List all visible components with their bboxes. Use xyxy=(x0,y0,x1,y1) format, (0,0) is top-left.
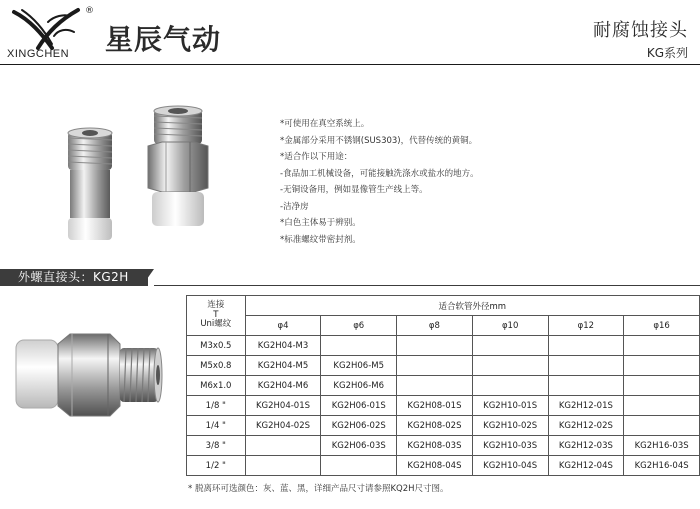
thread-cell: M3x0.5 xyxy=(187,336,246,356)
column-header: φ4 xyxy=(245,316,321,336)
column-header: φ16 xyxy=(624,316,700,336)
model-cell xyxy=(321,456,397,476)
table-row xyxy=(187,436,700,456)
column-header: φ8 xyxy=(397,316,473,336)
page-series: KG系列 xyxy=(646,46,688,60)
model-cell: KG2H16-03S xyxy=(624,436,700,456)
thread-cell: 1/8 " xyxy=(187,396,246,416)
column-header: φ6 xyxy=(321,316,397,336)
model-cell xyxy=(624,376,700,396)
model-cell: KG2H16-04S xyxy=(624,456,700,476)
thread-cell: 3/8 " xyxy=(187,436,246,456)
model-cell xyxy=(321,336,397,356)
feature-item: -无铜设备用，例如显像管生产线上等。 xyxy=(280,185,428,195)
registered-mark: ® xyxy=(85,6,94,16)
section-header xyxy=(0,269,700,286)
product-photo-kg2h xyxy=(8,318,166,430)
model-cell: KG2H08-02S xyxy=(397,416,473,436)
model-cell: KG2H12-04S xyxy=(548,456,624,476)
model-cell xyxy=(397,376,473,396)
feature-item: *标准螺纹带密封剂。 xyxy=(280,234,361,245)
model-cell: KG2H10-02S xyxy=(472,416,548,436)
thread-cell: 1/2 " xyxy=(187,456,246,476)
model-cell xyxy=(624,396,700,416)
model-cell xyxy=(548,356,624,376)
model-cell: KG2H04-M5 xyxy=(245,356,321,376)
table-row xyxy=(187,336,700,356)
model-cell: KG2H06-01S xyxy=(321,396,397,416)
model-cell: KG2H04-02S xyxy=(245,416,321,436)
model-cell: KG2H10-04S xyxy=(472,456,548,476)
thread-cell: M5x0.8 xyxy=(187,356,246,376)
brand-english-name: XINGCHEN xyxy=(7,48,70,60)
column-header-row xyxy=(187,316,700,336)
model-cell xyxy=(624,336,700,356)
footnote: * 脱离环可选颜色：灰、蓝、黑，详细产品尺寸请参照KQ2H尺寸图。 xyxy=(188,484,449,494)
model-cell xyxy=(472,376,548,396)
model-cell: KG2H08-01S xyxy=(397,396,473,416)
model-cell xyxy=(548,376,624,396)
feature-item: *白色主体易于辨别。 xyxy=(280,218,361,228)
feature-item: *可使用在真空系统上。 xyxy=(280,119,370,129)
model-cell xyxy=(245,456,321,476)
model-cell: KG2H08-04S xyxy=(397,456,473,476)
table-row xyxy=(187,356,700,376)
tube-header: 适合软管外径mm xyxy=(245,296,699,316)
product-photo-kg-small xyxy=(62,126,122,246)
model-cell: KG2H10-01S xyxy=(472,396,548,416)
model-cell: KG2H04-M3 xyxy=(245,336,321,356)
model-cell: KG2H04-01S xyxy=(245,396,321,416)
model-cell: KG2H06-M6 xyxy=(321,376,397,396)
model-cell: KG2H06-03S xyxy=(321,436,397,456)
model-cell xyxy=(472,356,548,376)
model-cell xyxy=(397,356,473,376)
table-row xyxy=(187,416,700,436)
model-cell xyxy=(624,356,700,376)
model-cell: KG2H06-M5 xyxy=(321,356,397,376)
brand-chinese-name: 星辰气动 xyxy=(105,23,222,56)
model-cell: KG2H10-03S xyxy=(472,436,548,456)
model-cell: KG2H12-03S xyxy=(548,436,624,456)
model-cell xyxy=(548,336,624,356)
feature-list xyxy=(280,116,479,248)
model-cell xyxy=(472,336,548,356)
feature-item: -食品加工机械设备，可能接触洗涤水或盐水的地方。 xyxy=(280,168,479,179)
model-cell: KG2H04-M6 xyxy=(245,376,321,396)
model-cell xyxy=(245,436,321,456)
model-cell: KG2H08-03S xyxy=(397,436,473,456)
column-header: φ12 xyxy=(548,316,624,336)
product-photo-kg-hex xyxy=(140,104,216,234)
model-cell xyxy=(624,416,700,436)
feature-item: *金属部分采用不锈钢(SUS303)，代替传统的黄铜。 xyxy=(280,135,478,146)
page-title: 耐腐蚀接头 xyxy=(593,20,688,41)
section-title: 外螺直接头：KG2H xyxy=(18,270,129,284)
feature-item: -洁净房 xyxy=(280,201,309,212)
feature-item: *适合作以下用途： xyxy=(280,152,353,162)
thread-cell: 1/4 " xyxy=(187,416,246,436)
table-row xyxy=(187,376,700,396)
model-cell: KG2H12-01S xyxy=(548,396,624,416)
model-cell: KG2H06-02S xyxy=(321,416,397,436)
spec-table xyxy=(186,295,700,476)
model-cell xyxy=(397,336,473,356)
table-row xyxy=(187,396,700,416)
column-header: φ10 xyxy=(472,316,548,336)
header-divider xyxy=(0,64,700,65)
model-cell: KG2H12-02S xyxy=(548,416,624,436)
thread-header: 连接 T Uni螺纹 xyxy=(187,296,246,336)
thread-cell: M6x1.0 xyxy=(187,376,246,396)
table-row xyxy=(187,456,700,476)
